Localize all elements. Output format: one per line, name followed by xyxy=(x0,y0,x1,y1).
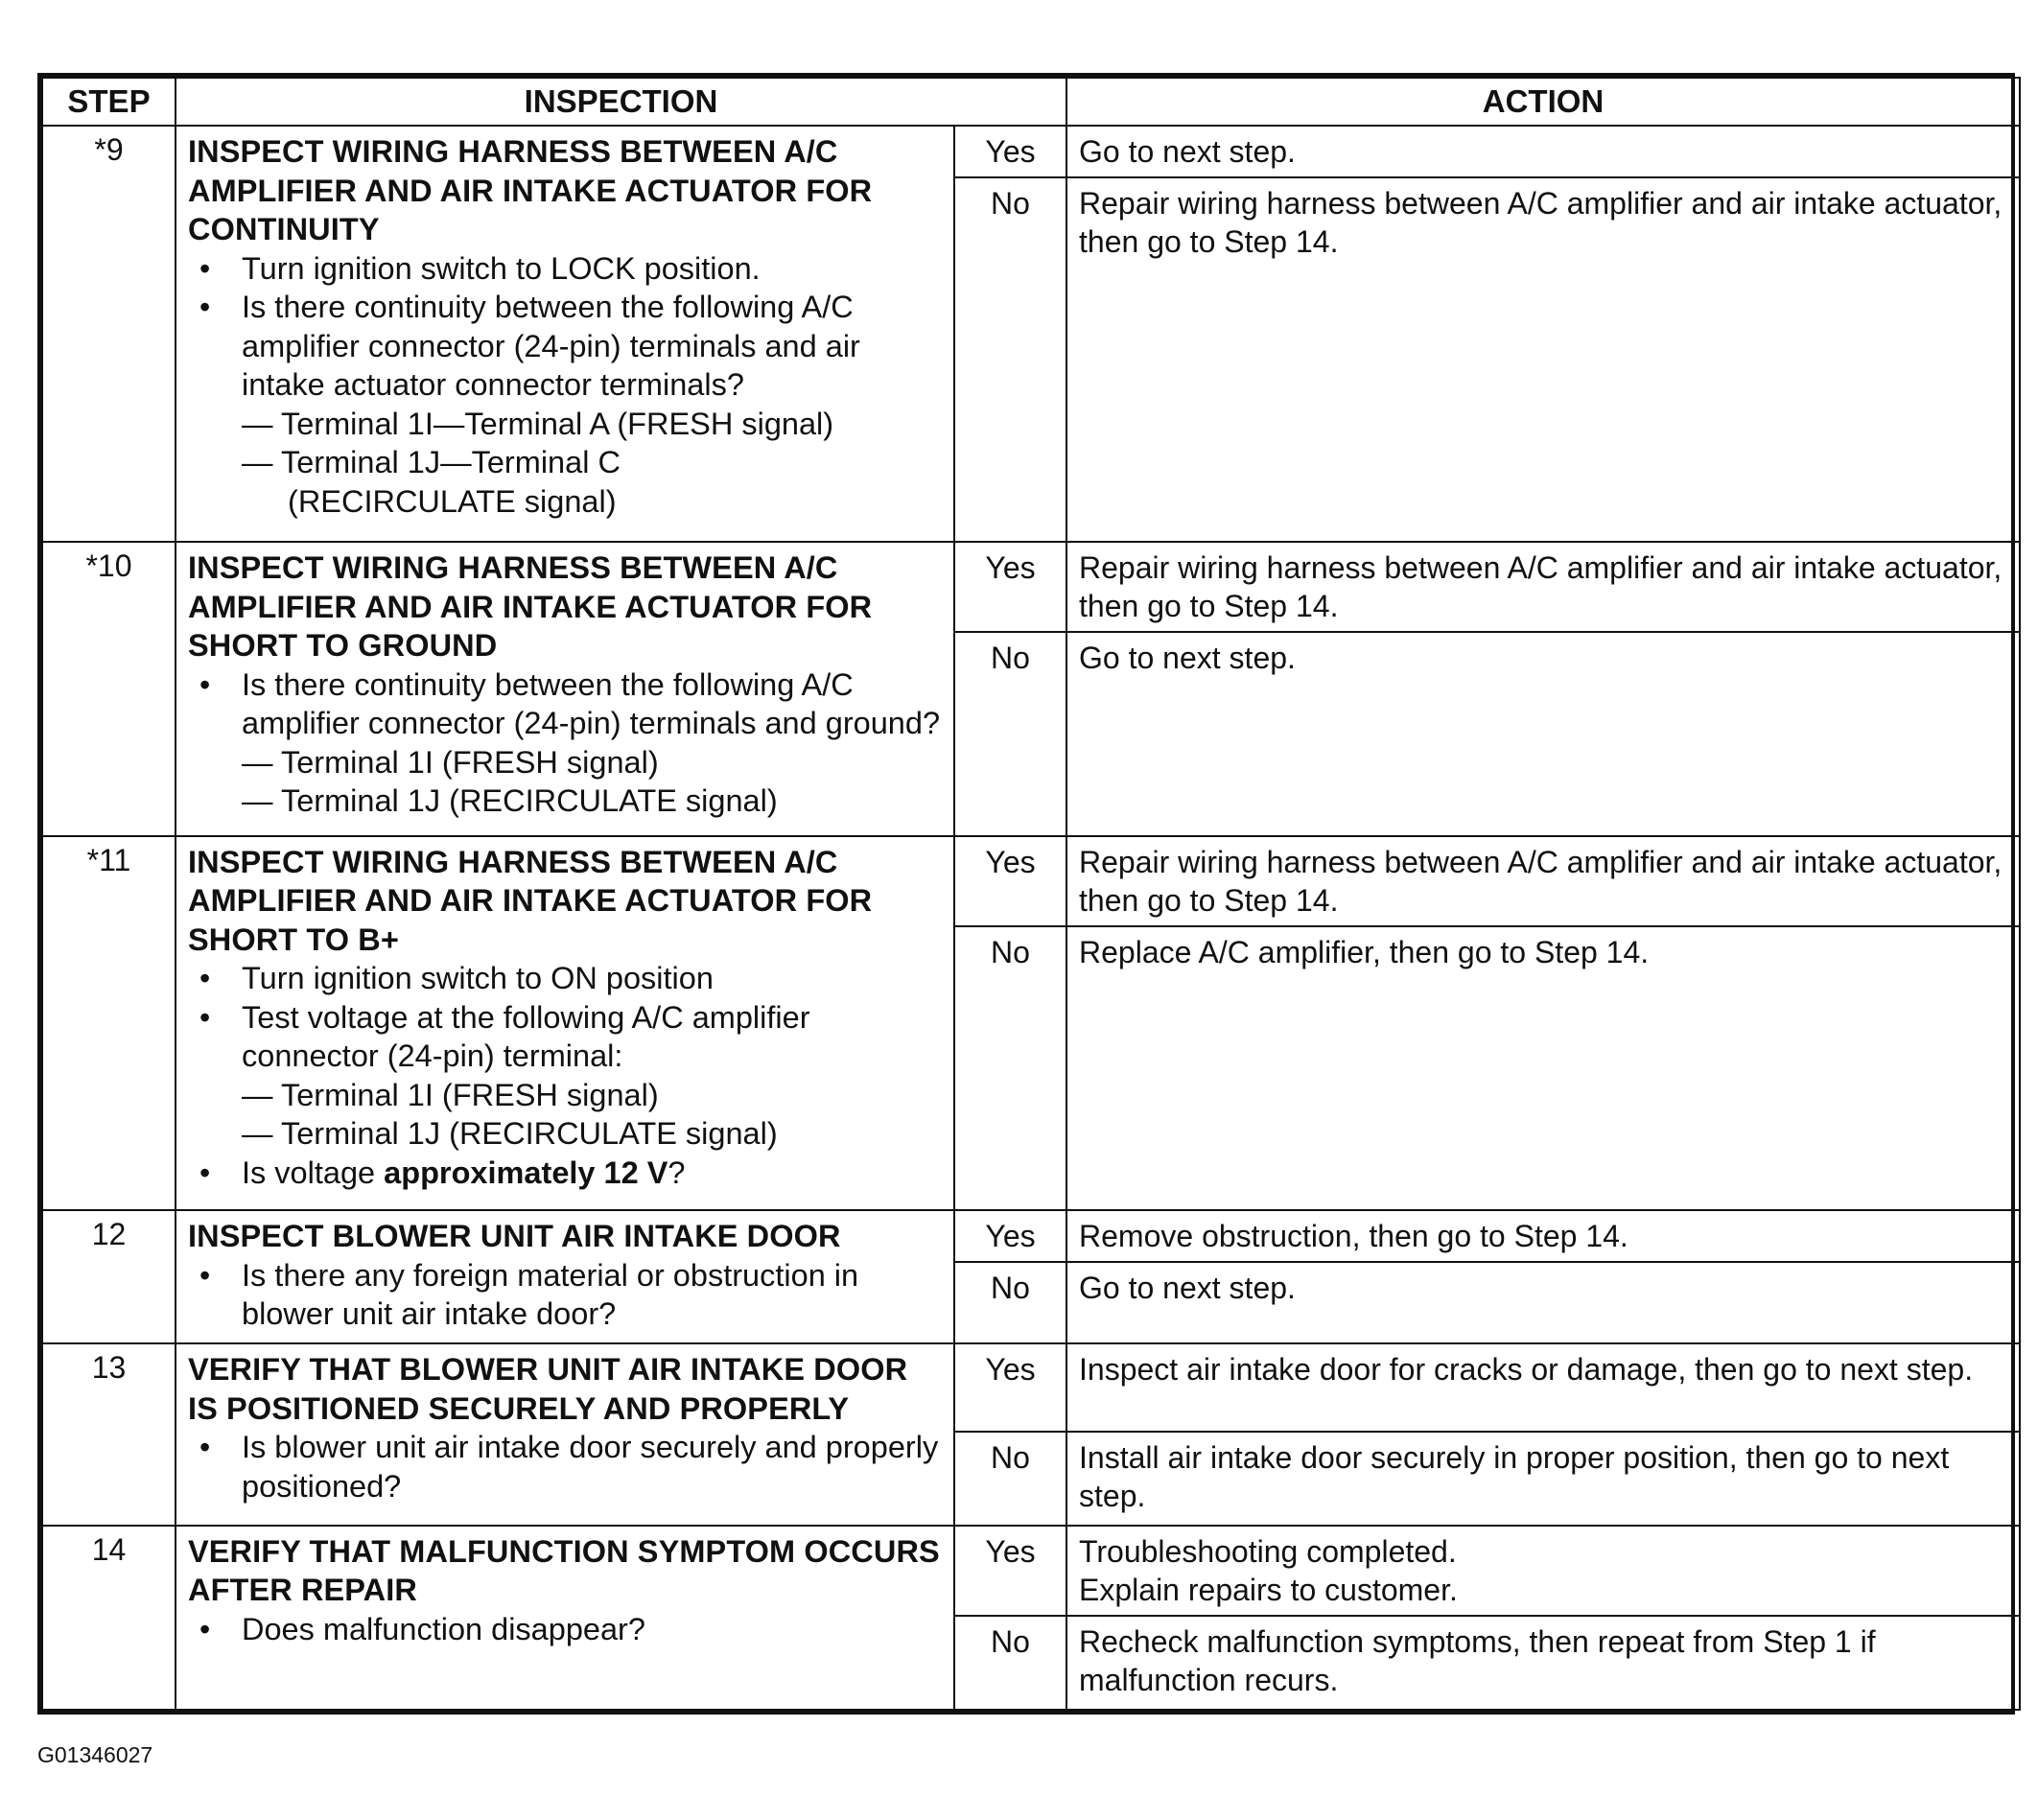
yes-action-line: Troubleshooting completed. xyxy=(1079,1533,1457,1569)
inspection-bullets xyxy=(188,1256,944,1334)
yes-action-line: Explain repairs to customer. xyxy=(1079,1572,1458,1607)
bullet-item: • Turn ignition switch to LOCK position. xyxy=(188,249,944,289)
yes-label: Yes xyxy=(954,542,1066,632)
inspection-bullets xyxy=(188,1428,944,1505)
yes-action: Repair wiring harness between A/C amplifier and air intake actuator, then go to Step 14. xyxy=(1066,542,2020,632)
no-label: No xyxy=(954,1616,1066,1710)
terminal-item: — Terminal 1I—Terminal A (FRESH signal) xyxy=(242,406,834,441)
yes-label: Yes xyxy=(954,1343,1066,1432)
step-number: *9 xyxy=(42,126,176,542)
terminal-item: — Terminal 1I (FRESH signal) xyxy=(242,1077,659,1112)
terminal-item: — Terminal 1J—Terminal C xyxy=(242,445,621,479)
step-number: 14 xyxy=(42,1526,176,1710)
no-label: No xyxy=(954,1262,1066,1343)
yes-action: Inspect air intake door for cracks or damage, then go to next step. xyxy=(1066,1343,2020,1432)
no-action: Replace A/C amplifier, then go to Step 14. xyxy=(1066,926,2020,1211)
yes-label: Yes xyxy=(954,1210,1066,1262)
table-row xyxy=(42,126,2020,177)
inspection-cell xyxy=(176,126,954,542)
no-action: Recheck malfunction symptoms, then repeat from Step 1 if malfunction recurs. xyxy=(1066,1616,2020,1710)
table-row xyxy=(42,1526,2020,1616)
step-number: 12 xyxy=(42,1210,176,1343)
yes-label: Yes xyxy=(954,1526,1066,1616)
no-action: Repair wiring harness between A/C amplifier and air intake actuator, then go to Step 14. xyxy=(1066,177,2020,542)
step-number: *11 xyxy=(42,836,176,1211)
bullet-item: • Turn ignition switch to ON position xyxy=(188,959,944,998)
no-action: Go to next step. xyxy=(1066,1262,2020,1343)
bullet-item: • Is blower unit air intake door securely and properly positioned? xyxy=(188,1428,944,1505)
header-inspection: INSPECTION xyxy=(176,78,1066,126)
inspection-table xyxy=(41,77,2021,1711)
inspection-cell xyxy=(176,1343,954,1526)
terminal-item: — Terminal 1I (FRESH signal) xyxy=(242,744,659,780)
header-step: STEP xyxy=(42,78,176,126)
table-row xyxy=(42,542,2020,632)
inspection-title: VERIFY THAT BLOWER UNIT AIR INTAKE DOOR IS POSITIONED SECURELY AND PROPERLY xyxy=(188,1352,908,1426)
yes-label: Yes xyxy=(954,126,1066,177)
figure-code: G01346027 xyxy=(37,1742,153,1767)
yes-action: Remove obstruction, then go to Step 14. xyxy=(1066,1210,2020,1262)
bullet-item: • Test voltage at the following A/C amplifier connector (24-pin) terminal: xyxy=(188,998,944,1076)
no-label: No xyxy=(954,1432,1066,1526)
yes-label: Yes xyxy=(954,836,1066,926)
yes-action: Go to next step. xyxy=(1066,126,2020,177)
bullet-item: • Does malfunction disappear? xyxy=(188,1610,944,1649)
header-action: ACTION xyxy=(1066,78,2020,126)
terminal-item: — Terminal 1J (RECIRCULATE signal) xyxy=(242,783,778,819)
inspection-bullets xyxy=(188,665,944,743)
bullet-item xyxy=(188,1154,944,1193)
bullet-item: • Is there any foreign material or obstruction in blower unit air intake door? xyxy=(188,1256,944,1334)
header-row xyxy=(42,78,2020,126)
bullet-emphasis: approximately 12 V xyxy=(384,1155,668,1190)
inspection-title: VERIFY THAT MALFUNCTION SYMPTOM OCCURS AFTER REPAIR xyxy=(188,1533,940,1608)
bullet-text: ? xyxy=(668,1155,686,1190)
bullet-text: Is voltage xyxy=(242,1155,385,1190)
no-label: No xyxy=(954,632,1066,835)
inspection-bullets xyxy=(188,959,944,1076)
inspection-cell xyxy=(176,1526,954,1710)
yes-action: Repair wiring harness between A/C amplifier and air intake actuator, then go to Step 14. xyxy=(1066,836,2020,926)
inspection-title: INSPECT WIRING HARNESS BETWEEN A/C AMPLIFIER AND AIR INTAKE ACTUATOR FOR SHORT TO GROUND xyxy=(188,550,873,664)
no-label: No xyxy=(954,926,1066,1211)
no-action: Install air intake door securely in proper position, then go to next step. xyxy=(1066,1432,2020,1526)
yes-action xyxy=(1066,1526,2020,1616)
inspection-cell xyxy=(176,836,954,1211)
inspection-title: INSPECT BLOWER UNIT AIR INTAKE DOOR xyxy=(188,1219,841,1254)
inspection-bullets xyxy=(188,1154,944,1193)
troubleshooting-table xyxy=(37,73,2015,1715)
inspection-cell xyxy=(176,542,954,835)
bullet-item: • Is there continuity between the following A/C amplifier connector (24-pin) terminals and ground? xyxy=(188,665,944,743)
inspection-bullets xyxy=(188,1610,944,1649)
no-action: Go to next step. xyxy=(1066,632,2020,835)
table-row xyxy=(42,1210,2020,1262)
step-number: 13 xyxy=(42,1343,176,1526)
table-row xyxy=(42,1343,2020,1432)
inspection-bullets xyxy=(188,249,944,405)
inspection-title: INSPECT WIRING HARNESS BETWEEN A/C AMPLIFIER AND AIR INTAKE ACTUATOR FOR CONTINUITY xyxy=(188,134,873,246)
inspection-cell xyxy=(176,1210,954,1343)
terminal-item: — Terminal 1J (RECIRCULATE signal) xyxy=(242,1116,778,1152)
bullet-item: • Is there continuity between the following A/C amplifier connector (24-pin) terminals and air intake actuator connector terminals? xyxy=(188,288,944,405)
terminal-item-continued: (RECIRCULATE signal) xyxy=(288,483,617,519)
inspection-title: INSPECT WIRING HARNESS BETWEEN A/C AMPLIFIER AND AIR INTAKE ACTUATOR FOR SHORT TO B+ xyxy=(188,844,873,957)
no-label: No xyxy=(954,177,1066,542)
step-number: *10 xyxy=(42,542,176,835)
table-row xyxy=(42,836,2020,926)
